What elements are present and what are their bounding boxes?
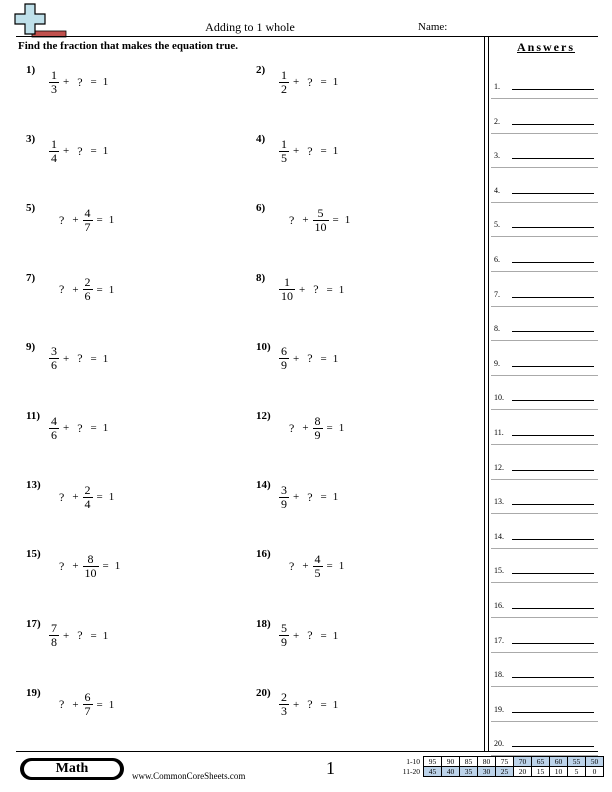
score-cell: 55 xyxy=(568,757,586,767)
plus-logo-icon xyxy=(10,2,70,38)
score-cell: 80 xyxy=(478,757,496,767)
score-cell: 75 xyxy=(496,757,514,767)
problem-number: 2) xyxy=(256,64,266,76)
subject-badge xyxy=(20,758,124,780)
answer-blank[interactable] xyxy=(512,400,594,401)
score-cell: 5 xyxy=(568,767,586,777)
score-range-label: 11-20 xyxy=(402,767,420,776)
fraction xyxy=(279,345,289,372)
answer-separator xyxy=(491,236,598,237)
denominator: 3 xyxy=(281,704,287,719)
problem-number: 17) xyxy=(26,617,41,630)
answer-blank[interactable] xyxy=(512,712,594,713)
subject-label: Math xyxy=(24,761,120,777)
answer-number: 17. xyxy=(494,635,504,645)
answer-separator xyxy=(491,686,598,687)
numerator: 4 xyxy=(314,551,321,566)
answer-row[interactable] xyxy=(494,107,596,127)
problem-number: 11) xyxy=(26,410,41,422)
instructions: Find the fraction that makes the equation true. xyxy=(18,40,238,52)
equals-sign: = xyxy=(90,422,97,434)
score-cell: 45 xyxy=(424,767,442,777)
footer-divider xyxy=(16,751,598,752)
fraction xyxy=(83,484,93,511)
plus-sign: + xyxy=(293,629,300,642)
name-label: Name: xyxy=(418,21,448,33)
answer-separator xyxy=(491,202,598,203)
equation xyxy=(48,131,111,171)
answer-row[interactable] xyxy=(494,695,596,715)
unknown-mark: ? xyxy=(59,489,65,504)
answer-separator xyxy=(491,721,598,722)
answer-separator xyxy=(491,479,598,480)
answer-number: 3. xyxy=(494,151,500,161)
denominator: 3 xyxy=(51,81,57,96)
denominator: 9 xyxy=(314,427,321,442)
equation xyxy=(48,62,111,102)
plus-sign: + xyxy=(302,560,309,573)
score-cell: 35 xyxy=(460,767,478,777)
answer-blank[interactable] xyxy=(512,227,594,228)
equation xyxy=(284,546,347,586)
fraction xyxy=(279,691,289,718)
answer-row[interactable] xyxy=(494,556,596,576)
fraction xyxy=(49,415,59,442)
answer-blank[interactable] xyxy=(512,677,594,678)
unknown-mark: ? xyxy=(307,628,313,643)
plus-sign: + xyxy=(72,283,79,296)
answer-number: 12. xyxy=(494,462,504,472)
whole-one: 1 xyxy=(102,422,109,434)
equation xyxy=(54,685,117,725)
fraction xyxy=(49,138,59,165)
equation xyxy=(48,339,111,379)
plus-sign: + xyxy=(293,698,300,711)
numerator: 1 xyxy=(284,275,290,290)
numerator: 4 xyxy=(84,205,91,220)
answer-blank[interactable] xyxy=(512,435,594,436)
denominator: 2 xyxy=(281,81,287,96)
unknown-mark: ? xyxy=(307,351,313,366)
fraction xyxy=(313,415,323,442)
answer-number: 1. xyxy=(494,82,500,91)
unknown-mark: ? xyxy=(77,628,83,643)
numerator: 6 xyxy=(84,690,91,705)
denominator: 5 xyxy=(281,150,287,165)
score-cell: 40 xyxy=(442,767,460,777)
whole-one: 1 xyxy=(338,422,345,434)
plus-sign: + xyxy=(293,76,300,88)
answer-blank[interactable] xyxy=(512,539,594,540)
equals-sign: = xyxy=(90,76,97,88)
answer-row[interactable] xyxy=(494,487,596,507)
equals-sign: = xyxy=(326,283,333,296)
answer-blank[interactable] xyxy=(512,573,594,574)
plus-sign: + xyxy=(72,698,79,711)
equation xyxy=(278,62,341,102)
whole-one: 1 xyxy=(332,145,339,158)
answer-blank[interactable] xyxy=(512,193,594,194)
denominator: 4 xyxy=(51,150,57,165)
answer-number: 18. xyxy=(494,670,504,680)
equals-sign: = xyxy=(90,629,97,642)
problem-number: 4) xyxy=(256,133,266,146)
answer-blank[interactable] xyxy=(512,366,594,367)
answers-title: Answers xyxy=(517,40,575,54)
score-table xyxy=(398,756,604,777)
answer-row[interactable] xyxy=(494,210,596,230)
answer-separator xyxy=(491,617,598,618)
answer-number: 2. xyxy=(494,116,500,126)
numerator: 2 xyxy=(84,275,91,290)
answer-number: 15. xyxy=(494,566,504,576)
equation xyxy=(54,546,123,586)
score-cell: 65 xyxy=(532,757,550,767)
whole-one: 1 xyxy=(332,629,339,642)
answer-blank[interactable] xyxy=(512,331,594,332)
whole-one: 1 xyxy=(332,352,339,365)
whole-one: 1 xyxy=(102,629,109,642)
answer-blank[interactable] xyxy=(512,643,594,644)
fraction xyxy=(313,207,329,234)
header-divider xyxy=(16,36,598,37)
equation xyxy=(278,616,341,656)
score-row xyxy=(398,757,604,767)
equation xyxy=(54,270,117,310)
score-cell: 0 xyxy=(586,767,604,777)
score-cell: 60 xyxy=(550,757,568,767)
answer-row[interactable] xyxy=(494,245,596,265)
denominator: 10 xyxy=(84,565,97,580)
equals-sign: = xyxy=(320,76,327,88)
denominator: 6 xyxy=(51,358,57,373)
unknown-mark: ? xyxy=(313,282,319,297)
numerator: 1 xyxy=(51,136,57,151)
answer-row[interactable] xyxy=(494,383,596,403)
equals-sign: = xyxy=(332,214,339,227)
answer-row[interactable] xyxy=(494,591,596,611)
unknown-mark: ? xyxy=(59,558,65,573)
answer-row[interactable] xyxy=(494,453,596,473)
problem-number: 9) xyxy=(26,340,36,353)
equals-sign: = xyxy=(96,491,103,504)
whole-one: 1 xyxy=(344,214,351,227)
answer-row[interactable] xyxy=(494,141,596,161)
equals-sign: = xyxy=(102,560,109,573)
answer-separator xyxy=(491,582,598,583)
unknown-mark: ? xyxy=(307,489,313,504)
answer-number: 19. xyxy=(494,704,504,714)
answer-separator xyxy=(491,548,598,549)
plus-sign: + xyxy=(299,283,306,296)
score-cell: 15 xyxy=(532,767,550,777)
problem-number: 19) xyxy=(26,686,41,699)
unknown-mark: ? xyxy=(59,212,65,227)
problem-number: 15) xyxy=(26,548,41,561)
plus-sign: + xyxy=(63,76,70,88)
fraction xyxy=(49,622,59,649)
equals-sign: = xyxy=(320,145,327,158)
answer-blank[interactable] xyxy=(512,504,594,505)
answer-separator xyxy=(491,513,598,514)
problem-number: 10) xyxy=(256,340,271,353)
website-link[interactable]: www.CommonCoreSheets.com xyxy=(132,771,246,781)
numerator: 5 xyxy=(281,621,287,636)
equals-sign: = xyxy=(320,352,327,365)
denominator: 5 xyxy=(314,565,321,580)
plus-sign: + xyxy=(293,491,300,504)
fraction xyxy=(83,691,93,718)
equation xyxy=(278,270,347,310)
whole-one: 1 xyxy=(102,145,109,158)
unknown-mark: ? xyxy=(77,143,83,158)
denominator: 9 xyxy=(281,496,287,511)
answer-column-divider-inner xyxy=(488,37,489,751)
plus-sign: + xyxy=(293,352,300,365)
fraction xyxy=(279,276,295,303)
plus-sign: + xyxy=(72,214,79,227)
whole-one: 1 xyxy=(108,491,115,504)
answer-separator xyxy=(491,375,598,376)
plus-sign: + xyxy=(302,422,309,434)
answer-number: 6. xyxy=(494,255,500,264)
denominator: 6 xyxy=(84,289,91,304)
score-cell: 50 xyxy=(586,757,604,767)
fraction xyxy=(49,345,59,372)
equation xyxy=(54,477,117,517)
whole-one: 1 xyxy=(102,352,109,365)
problem-number: 13) xyxy=(26,479,41,492)
equation xyxy=(54,200,117,240)
plus-sign: + xyxy=(63,145,70,158)
score-row xyxy=(398,767,604,777)
equals-sign: = xyxy=(326,560,333,573)
score-cell: 90 xyxy=(442,757,460,767)
problem-number: 5) xyxy=(26,202,36,215)
denominator: 7 xyxy=(84,219,91,234)
problem-number: 8) xyxy=(256,271,266,284)
answer-separator xyxy=(491,409,598,410)
answer-row[interactable] xyxy=(494,314,596,334)
whole-one: 1 xyxy=(332,76,339,88)
score-cell: 10 xyxy=(550,767,568,777)
unknown-mark: ? xyxy=(307,74,313,89)
answer-row[interactable] xyxy=(494,349,596,369)
answer-separator xyxy=(491,271,598,272)
problem-number: 16) xyxy=(256,548,271,561)
whole-one: 1 xyxy=(114,560,121,573)
equation xyxy=(48,616,111,656)
whole-one: 1 xyxy=(102,76,109,88)
unknown-mark: ? xyxy=(307,697,313,712)
answer-number: 13. xyxy=(494,497,504,507)
equation xyxy=(278,477,341,517)
numerator: 6 xyxy=(281,344,287,359)
answer-separator xyxy=(491,98,598,99)
fraction xyxy=(83,207,93,234)
answer-row[interactable] xyxy=(494,522,596,542)
answer-number: 5. xyxy=(494,220,500,230)
fraction xyxy=(279,69,289,96)
problem-number: 12) xyxy=(256,410,271,422)
answer-number: 4. xyxy=(494,185,500,195)
problem-number: 1) xyxy=(26,64,36,76)
score-cell: 70 xyxy=(514,757,532,767)
denominator: 10 xyxy=(281,289,293,304)
unknown-mark: ? xyxy=(307,143,313,158)
answer-column-divider xyxy=(484,37,485,751)
fraction xyxy=(313,553,323,580)
answer-number: 7. xyxy=(494,289,500,299)
numerator: 1 xyxy=(281,136,287,151)
answer-blank[interactable] xyxy=(512,297,594,298)
plus-sign: + xyxy=(293,145,300,158)
problem-number: 20) xyxy=(256,686,271,699)
denominator: 7 xyxy=(84,704,91,719)
answer-row[interactable] xyxy=(494,418,596,438)
numerator: 8 xyxy=(314,413,321,428)
denominator: 8 xyxy=(51,635,57,650)
problem-number: 6) xyxy=(256,202,266,215)
equation xyxy=(284,200,353,240)
denominator: 6 xyxy=(51,427,57,442)
equals-sign: = xyxy=(90,352,97,365)
answer-blank[interactable] xyxy=(512,89,594,90)
score-cell: 30 xyxy=(478,767,496,777)
problem-number: 18) xyxy=(256,617,271,630)
answer-number: 20. xyxy=(494,739,504,749)
answer-row[interactable] xyxy=(494,626,596,646)
numerator: 1 xyxy=(51,67,57,82)
answer-blank[interactable] xyxy=(512,124,594,125)
equals-sign: = xyxy=(96,214,103,227)
denominator: 9 xyxy=(281,358,287,373)
answer-separator xyxy=(491,652,598,653)
answer-separator xyxy=(491,167,598,168)
whole-one: 1 xyxy=(108,283,115,296)
numerator: 4 xyxy=(51,413,57,428)
unknown-mark: ? xyxy=(289,212,295,227)
numerator: 5 xyxy=(317,205,324,220)
answer-separator xyxy=(491,340,598,341)
numerator: 3 xyxy=(281,482,287,497)
fraction xyxy=(279,138,289,165)
numerator: 3 xyxy=(51,344,57,359)
answer-number: 14. xyxy=(494,531,504,541)
unknown-mark: ? xyxy=(289,558,295,573)
equation xyxy=(278,339,341,379)
denominator: 10 xyxy=(314,219,327,234)
equals-sign: = xyxy=(90,145,97,158)
answer-row[interactable] xyxy=(494,72,596,92)
unknown-mark: ? xyxy=(77,351,83,366)
whole-one: 1 xyxy=(338,283,345,296)
score-cell: 95 xyxy=(424,757,442,767)
plus-sign: + xyxy=(63,629,70,642)
fraction xyxy=(49,69,59,96)
plus-sign: + xyxy=(63,422,70,434)
answer-blank[interactable] xyxy=(512,262,594,263)
score-cell: 20 xyxy=(514,767,532,777)
numerator: 2 xyxy=(281,690,287,705)
score-cell: 85 xyxy=(460,757,478,767)
denominator: 4 xyxy=(84,496,91,511)
problem-number: 14) xyxy=(256,479,271,492)
whole-one: 1 xyxy=(332,491,339,504)
equation xyxy=(278,131,341,171)
numerator: 7 xyxy=(51,621,57,636)
equation xyxy=(278,685,341,725)
answer-row[interactable] xyxy=(494,660,596,680)
whole-one: 1 xyxy=(108,698,115,711)
unknown-mark: ? xyxy=(77,420,83,435)
plus-sign: + xyxy=(72,560,79,573)
problem-number: 3) xyxy=(26,133,36,146)
equation xyxy=(284,408,347,448)
equals-sign: = xyxy=(96,283,103,296)
page-title: Adding to 1 whole xyxy=(205,20,295,34)
answer-number: 8. xyxy=(494,324,500,334)
problem-number: 7) xyxy=(26,271,36,284)
unknown-mark: ? xyxy=(289,420,295,435)
answer-separator xyxy=(491,133,598,134)
equation xyxy=(48,408,111,448)
answer-blank[interactable] xyxy=(512,746,594,747)
numerator: 1 xyxy=(281,67,287,82)
unknown-mark: ? xyxy=(59,697,65,712)
plus-sign: + xyxy=(72,491,79,504)
answer-blank[interactable] xyxy=(512,158,594,159)
score-cell: 25 xyxy=(496,767,514,777)
answer-separator xyxy=(491,444,598,445)
fraction xyxy=(83,553,99,580)
score-range-label: 1-10 xyxy=(406,757,420,766)
plus-sign: + xyxy=(302,214,309,227)
equals-sign: = xyxy=(320,491,327,504)
denominator: 9 xyxy=(281,635,287,650)
answer-blank[interactable] xyxy=(512,608,594,609)
page-number: 1 xyxy=(326,758,335,778)
unknown-mark: ? xyxy=(59,282,65,297)
equals-sign: = xyxy=(326,422,333,434)
answer-separator xyxy=(491,306,598,307)
fraction xyxy=(279,622,289,649)
answer-blank[interactable] xyxy=(512,470,594,471)
answer-number: 9. xyxy=(494,358,500,368)
answer-number: 10. xyxy=(494,393,504,403)
fraction xyxy=(279,484,289,511)
equals-sign: = xyxy=(320,698,327,711)
whole-one: 1 xyxy=(338,560,345,573)
equals-sign: = xyxy=(320,629,327,642)
plus-sign: + xyxy=(63,352,70,365)
answer-row[interactable] xyxy=(494,176,596,196)
answer-row[interactable] xyxy=(494,729,596,749)
whole-one: 1 xyxy=(332,698,339,711)
answer-number: 11. xyxy=(494,428,504,437)
numerator: 2 xyxy=(84,482,91,497)
answer-number: 16. xyxy=(494,601,504,610)
fraction xyxy=(83,276,93,303)
unknown-mark: ? xyxy=(77,74,83,89)
answer-row[interactable] xyxy=(494,280,596,300)
whole-one: 1 xyxy=(108,214,115,227)
numerator: 8 xyxy=(87,551,94,566)
equals-sign: = xyxy=(96,698,103,711)
